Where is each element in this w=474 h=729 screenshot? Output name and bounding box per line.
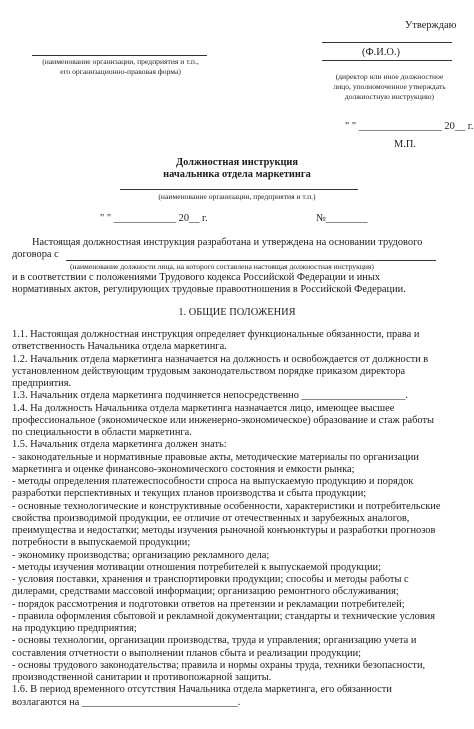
section1-line: на продукцию предприятия; [12, 623, 137, 634]
section1-line: - правила оформления сбытовой и рекламной документации; стандарты и технические условия [12, 610, 436, 622]
section1-line: - законодательные и нормативные правовые акты, методические материалы по организации [12, 451, 419, 463]
section1-line: предприятия. [12, 378, 72, 389]
doc-number: №________ [316, 213, 368, 224]
section1-line: 1.3. Начальник отдела маркетинга подчиняется непосредственно ____________________. [12, 390, 409, 402]
director-caption-3: должностную инструкцию) [344, 92, 435, 101]
section1-line: маркетинга и оценке финансово-экономического состояния и емкости рынка; [12, 463, 355, 475]
approve-label: Утверждаю [405, 20, 457, 31]
section1-line: ответственность Начальника отдела маркетинга. [12, 341, 227, 353]
fio-line [322, 60, 452, 61]
section1-body [12, 329, 467, 709]
section1-line: разработки перспективных и текущих планов производства и сбыта продукции; [12, 488, 367, 500]
doc-title-line1: Должностная инструкция [175, 157, 299, 168]
intro-line3: и в соответствии с положениями Трудового кодекса Российской Федерации и иных [12, 272, 381, 283]
contract-line [66, 260, 436, 261]
director-caption-1: (директор или иное должностное [335, 72, 444, 81]
section1-line: - методы изучения мотивации отношения потребителей к выпускаемой продукции; [12, 561, 381, 573]
section1-line: преимущества и недостатки; методы изучения рыночной конъюнктуры и разработки прогнозов [12, 525, 436, 536]
doc-title-line2: начальника отдела маркетинга [163, 169, 311, 180]
director-caption-2: лицо, уполномоченное утверждать [333, 82, 446, 91]
title-org-line [120, 189, 358, 190]
section1-line: профессиональное (экономическое или инженерно-экономическое) образование и стаж работы [12, 414, 434, 426]
section1-line: установленном действующим трудовым законодательством порядке приказом директора [12, 365, 406, 377]
section1-line: - основы трудового законодательства; правила и нормы охраны труда, техники безопасности, [12, 659, 426, 671]
section1-line: 1.2. Начальник отдела маркетинга назначается на должность и освобождается от должности в [12, 353, 429, 365]
section1-line: дилерами, средствами массовой информации; организацию ремонтного обслуживания; [12, 586, 399, 598]
section1-line: 1.1. Настоящая должностная инструкция определяет функциональные обязанности, права и [12, 329, 420, 340]
section1-line: - экономику производства; организацию рекламного дела; [12, 549, 270, 561]
section1-line: возлагаются на ______________________________. [12, 696, 241, 708]
fio-label: (Ф.И.О.) [362, 47, 400, 58]
intro-line1: Настоящая должностная инструкция разработана и утверждена на основании трудового [32, 237, 423, 248]
intro-line2: договора с [12, 249, 59, 260]
section1-line: - условия поставки, хранения и транспортировки продукции; способы и методы работы с [12, 574, 409, 585]
section1-line: - основы технологии, организации производства, труда и управления; организацию учета и [12, 635, 417, 647]
section1-line: 1.5. Начальник отдела маркетинга должен знать: [12, 439, 227, 451]
section1-line: - порядок рассмотрения и подготовки ответов на претензии и рекламации потребителей; [12, 598, 405, 610]
section1-line: производственной санитарии и противопожарной защиты. [12, 672, 272, 683]
org-caption-1: (наименование организации, предприятия и т.п., [42, 57, 199, 66]
contract-caption: (наименование должности лица, на которого составлена настоящая должностная инструкция) [70, 262, 374, 271]
section1-line: свойства производимой продукции, ее отличие от отечественных и зарубежных аналогов, [12, 512, 410, 524]
mp-label: М.П. [394, 139, 416, 150]
section1-heading: 1. ОБЩИЕ ПОЛОЖЕНИЯ [178, 307, 296, 318]
section1-line: - методы определения платежеспособности спроса на выпускаемую продукцию и порядок [12, 476, 414, 487]
signature-line [322, 42, 452, 43]
approval-date: " " ________________ 20__ г. [345, 121, 474, 132]
title-org-caption: (наименование организации, предприятия и т.п.) [158, 192, 316, 201]
section1-line: по специальности в области маркетинга. [12, 427, 192, 438]
org-line [32, 55, 207, 56]
section1-line: - основные технологические и конструктивные особенности, характеристики и потребительские [12, 500, 441, 512]
intro-line4: нормативных актов, регулирующих трудовые правоотношения в Российской Федерации. [12, 284, 406, 295]
org-caption-2: его организационно-правовая форма) [60, 67, 181, 76]
section1-line: потребности в выпускаемой продукции; [12, 537, 191, 549]
title-date: " " ____________ 20__ г. [100, 213, 208, 224]
section1-line: составления отчетности о выполнении планов сбыта и реализации продукции; [12, 647, 362, 659]
section1-line: 1.6. В период временного отсутствия Начальника отдела маркетинга, его обязанности [12, 684, 392, 696]
section1-line: 1.4. На должность Начальника отдела маркетинга назначается лицо, имеющее высшее [12, 402, 395, 414]
